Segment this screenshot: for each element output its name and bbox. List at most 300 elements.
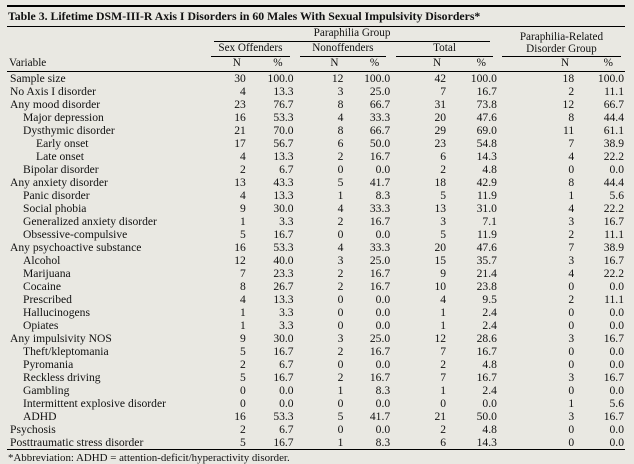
pct-value: 42.9 xyxy=(476,176,497,189)
n-value: 3 xyxy=(337,254,344,267)
pct-value: 0.0 xyxy=(609,280,624,293)
n-value: 15 xyxy=(434,254,447,267)
table-row xyxy=(7,423,625,436)
table-head xyxy=(7,27,625,72)
n-value: 7 xyxy=(440,345,447,358)
row-label: Gambling xyxy=(23,384,70,397)
table-row xyxy=(7,124,625,137)
pct-value: 100.0 xyxy=(597,72,624,85)
row-label: Any psychoactive substance xyxy=(10,241,142,254)
n-value: 8 xyxy=(568,176,575,189)
n-header-sex-offenders: N xyxy=(206,57,247,72)
row-label: Psychosis xyxy=(10,423,56,436)
pct-value: 16.7 xyxy=(476,345,497,358)
n-value: 10 xyxy=(434,280,447,293)
n-value: 0 xyxy=(440,397,447,410)
n-value: 0 xyxy=(337,306,344,319)
row-label: No Axis I disorder xyxy=(10,85,96,98)
n-value: 16 xyxy=(234,410,246,423)
n-value: 5 xyxy=(337,410,344,423)
pct-value: 16.7 xyxy=(603,371,624,384)
pct-value: 0.0 xyxy=(609,306,624,319)
n-header-total: N xyxy=(391,57,447,72)
n-value: 8 xyxy=(337,124,344,137)
nonoffenders-header xyxy=(295,42,392,57)
pct-value: 54.8 xyxy=(476,137,497,150)
table-footnote: *Abbreviation: ADHD = attention-deficit/hyperactivity disorder. xyxy=(7,449,625,464)
pct-value: 0.0 xyxy=(609,423,624,436)
n-value: 18 xyxy=(562,72,575,85)
n-value: 2 xyxy=(568,228,575,241)
table-row xyxy=(7,111,625,124)
row-label: Panic disorder xyxy=(23,189,90,202)
pct-value: 16.7 xyxy=(603,254,624,267)
pct-value: 53.3 xyxy=(273,241,294,254)
row-label: Cocaine xyxy=(23,280,61,293)
n-value: 2 xyxy=(568,85,575,98)
n-value: 5 xyxy=(337,176,344,189)
n-value: 4 xyxy=(568,150,575,163)
total-label: Total xyxy=(396,42,493,57)
n-value: 3 xyxy=(568,410,575,423)
pct-value: 53.3 xyxy=(273,111,294,124)
row-label: Early onset xyxy=(36,137,89,150)
pct-value: 22.2 xyxy=(603,150,624,163)
n-value: 21 xyxy=(434,410,447,423)
n-value: 3 xyxy=(568,254,575,267)
n-value: 9 xyxy=(240,202,246,215)
n-value: 1 xyxy=(568,397,575,410)
n-value: 2 xyxy=(337,215,344,228)
table-row xyxy=(7,306,625,319)
pct-value: 0.0 xyxy=(609,163,624,176)
table3-container xyxy=(7,5,625,464)
pct-value: 9.5 xyxy=(482,293,497,306)
pct-value: 47.6 xyxy=(476,241,497,254)
axis1-disorders-table xyxy=(7,27,625,449)
n-value: 9 xyxy=(440,267,447,280)
n-value: 4 xyxy=(240,293,246,306)
paraphilia-group-header xyxy=(206,27,498,42)
table-row xyxy=(7,280,625,293)
n-value: 0 xyxy=(568,384,575,397)
pct-value: 0.0 xyxy=(279,384,294,397)
table-row xyxy=(7,371,625,384)
table-row xyxy=(7,176,625,189)
pct-value: 70.0 xyxy=(273,124,294,137)
n-value: 8 xyxy=(337,98,344,111)
n-value: 20 xyxy=(434,111,447,124)
n-value: 1 xyxy=(337,189,344,202)
n-value: 3 xyxy=(568,332,575,345)
n-value: 30 xyxy=(234,72,246,85)
table-row xyxy=(7,215,625,228)
n-value: 4 xyxy=(337,241,344,254)
n-value: 2 xyxy=(337,267,344,280)
n-value: 2 xyxy=(240,163,246,176)
pct-value: 16.7 xyxy=(273,436,294,449)
pct-value: 25.0 xyxy=(369,254,391,267)
n-value: 4 xyxy=(337,202,344,215)
pct-value: 16.7 xyxy=(476,371,497,384)
row-label: Obsessive-compulsive xyxy=(23,228,128,241)
n-value: 4 xyxy=(337,111,344,124)
pct-value: 11.9 xyxy=(477,228,497,241)
pct-value: 16.7 xyxy=(273,345,294,358)
n-value: 12 xyxy=(331,72,344,85)
n-value: 3 xyxy=(568,371,575,384)
sex-offenders-header xyxy=(206,42,294,57)
pct-value: 3.3 xyxy=(279,306,294,319)
row-label: Marijuana xyxy=(23,267,71,280)
pct-value: 41.7 xyxy=(369,410,391,423)
pct-value: 2.4 xyxy=(482,384,497,397)
variable-column-header: Variable xyxy=(7,27,206,72)
n-value: 2 xyxy=(337,371,344,384)
table-row xyxy=(7,202,625,215)
n-value: 9 xyxy=(240,332,246,345)
pct-value: 33.3 xyxy=(369,202,391,215)
row-label: Late onset xyxy=(36,150,84,163)
pct-value: 0.0 xyxy=(482,397,497,410)
n-value: 3 xyxy=(568,215,575,228)
table-row xyxy=(7,267,625,280)
table-row xyxy=(7,345,625,358)
pct-value: 53.3 xyxy=(273,410,294,423)
n-header-prd: N xyxy=(498,57,575,72)
table-row xyxy=(7,358,625,371)
pct-value: 2.4 xyxy=(482,319,497,332)
pct-value: 2.4 xyxy=(482,306,497,319)
n-value: 7 xyxy=(440,371,447,384)
row-label: Theft/kleptomania xyxy=(23,345,109,358)
row-label: Reckless driving xyxy=(23,371,101,384)
pct-header-total: % xyxy=(447,57,498,72)
pct-value: 61.1 xyxy=(603,124,624,137)
n-value: 5 xyxy=(440,228,447,241)
table-row xyxy=(7,384,625,397)
pct-value: 5.6 xyxy=(609,397,624,410)
pct-value: 14.3 xyxy=(476,436,497,449)
table-row xyxy=(7,436,625,449)
row-label: Hallucinogens xyxy=(23,306,90,319)
n-value: 0 xyxy=(568,306,575,319)
n-value: 2 xyxy=(440,358,447,371)
pct-value: 73.8 xyxy=(476,98,497,111)
pct-value: 16.7 xyxy=(603,215,624,228)
table-title: Table 3. Lifetime DSM-III-R Axis I Disorders in 60 Males With Sexual Impulsivity Disorders* xyxy=(7,7,625,27)
total-header xyxy=(391,42,498,57)
pct-value: 66.7 xyxy=(603,98,624,111)
pct-value: 25.0 xyxy=(369,85,391,98)
table-row xyxy=(7,150,625,163)
n-value: 2 xyxy=(440,163,447,176)
n-value: 21 xyxy=(234,124,246,137)
row-label: Any anxiety disorder xyxy=(10,176,108,189)
pct-value: 16.7 xyxy=(369,150,391,163)
pct-value: 0.0 xyxy=(375,358,391,371)
pct-value: 16.7 xyxy=(476,85,497,98)
n-value: 4 xyxy=(568,202,575,215)
pct-value: 16.7 xyxy=(273,371,294,384)
pct-value: 38.9 xyxy=(603,137,624,150)
n-value: 11 xyxy=(562,124,575,137)
n-value: 3 xyxy=(337,85,344,98)
pct-value: 23.8 xyxy=(476,280,497,293)
n-value: 12 xyxy=(562,98,575,111)
pct-value: 0.0 xyxy=(375,423,391,436)
pct-value: 0.0 xyxy=(279,397,294,410)
n-value: 17 xyxy=(234,137,246,150)
n-value: 16 xyxy=(234,241,246,254)
row-label: Prescribed xyxy=(23,293,72,306)
pct-value: 50.0 xyxy=(476,410,497,423)
n-value: 18 xyxy=(434,176,447,189)
pct-value: 43.3 xyxy=(273,176,294,189)
pct-value: 0.0 xyxy=(375,228,391,241)
row-label: ADHD xyxy=(23,410,57,423)
pct-value: 100.0 xyxy=(364,72,391,85)
pct-value: 11.1 xyxy=(604,85,624,98)
pct-value: 22.2 xyxy=(603,202,624,215)
table-row xyxy=(7,137,625,150)
row-label: Social phobia xyxy=(23,202,87,215)
prd-header-line2: Disorder Group xyxy=(526,43,597,55)
n-value: 8 xyxy=(568,111,575,124)
n-value: 4 xyxy=(440,293,447,306)
table-row xyxy=(7,293,625,306)
n-value: 6 xyxy=(337,137,344,150)
pct-header-sex-offenders: % xyxy=(247,57,295,72)
pct-value: 76.7 xyxy=(273,98,294,111)
group-header-row xyxy=(7,27,625,42)
pct-value: 6.7 xyxy=(279,163,294,176)
pct-value: 16.7 xyxy=(369,371,391,384)
n-value: 5 xyxy=(240,436,246,449)
row-label: Sample size xyxy=(10,72,66,85)
pct-value: 40.0 xyxy=(273,254,294,267)
pct-value: 33.3 xyxy=(369,111,391,124)
pct-value: 44.4 xyxy=(603,111,624,124)
n-value: 8 xyxy=(240,280,246,293)
pct-value: 6.7 xyxy=(279,423,294,436)
n-value: 16 xyxy=(234,111,246,124)
pct-value: 23.3 xyxy=(273,267,294,280)
n-value: 12 xyxy=(234,254,246,267)
n-value: 2 xyxy=(240,358,246,371)
pct-value: 100.0 xyxy=(470,72,497,85)
pct-value: 0.0 xyxy=(375,319,391,332)
n-value: 7 xyxy=(440,85,447,98)
n-value: 0 xyxy=(568,436,575,449)
pct-value: 56.7 xyxy=(273,137,294,150)
pct-value: 16.7 xyxy=(603,410,624,423)
n-value: 1 xyxy=(337,384,344,397)
pct-value: 50.0 xyxy=(369,137,391,150)
pct-value: 13.3 xyxy=(273,293,294,306)
table-row xyxy=(7,228,625,241)
n-value: 5 xyxy=(440,189,447,202)
pct-value: 66.7 xyxy=(369,98,391,111)
n-value: 4 xyxy=(240,189,246,202)
table-row xyxy=(7,254,625,267)
pct-value: 8.3 xyxy=(375,384,391,397)
sex-offenders-label: Sex Offenders xyxy=(211,42,289,57)
pct-value: 0.0 xyxy=(609,436,624,449)
n-value: 20 xyxy=(434,241,447,254)
n-value: 0 xyxy=(568,280,575,293)
n-value: 1 xyxy=(568,189,575,202)
pct-value: 4.8 xyxy=(482,358,497,371)
pct-value: 0.0 xyxy=(609,358,624,371)
pct-value: 69.0 xyxy=(476,124,497,137)
n-value: 0 xyxy=(568,319,575,332)
nonoffenders-label: Nonoffenders xyxy=(300,42,387,57)
n-value: 5 xyxy=(240,371,246,384)
pct-value: 11.1 xyxy=(604,293,624,306)
n-value: 6 xyxy=(440,150,447,163)
pct-value: 26.7 xyxy=(273,280,294,293)
pct-value: 0.0 xyxy=(609,319,624,332)
pct-value: 0.0 xyxy=(609,384,624,397)
n-value: 23 xyxy=(234,98,246,111)
pct-value: 5.6 xyxy=(609,189,624,202)
row-label: Pyromania xyxy=(23,358,74,371)
n-value: 2 xyxy=(568,293,575,306)
pct-value: 16.7 xyxy=(369,267,391,280)
table-row xyxy=(7,332,625,345)
row-label: Intermittent explosive disorder xyxy=(23,397,166,410)
pct-value: 16.7 xyxy=(369,280,391,293)
pct-value: 6.7 xyxy=(279,358,294,371)
n-value: 23 xyxy=(434,137,447,150)
row-label: Opiates xyxy=(23,319,59,332)
n-value: 4 xyxy=(240,150,246,163)
n-value: 0 xyxy=(568,358,575,371)
pct-value: 16.7 xyxy=(369,345,391,358)
table-body xyxy=(7,72,625,450)
n-header-nonoffenders: N xyxy=(295,57,345,72)
prd-header-line1: Paraphilia-Related xyxy=(519,31,604,43)
n-value: 1 xyxy=(440,306,447,319)
pct-value: 13.3 xyxy=(273,85,294,98)
pct-value: 66.7 xyxy=(369,124,391,137)
row-label: Any impulsivity NOS xyxy=(10,332,112,345)
table-row xyxy=(7,98,625,111)
pct-value: 3.3 xyxy=(279,319,294,332)
pct-value: 16.7 xyxy=(603,332,624,345)
pct-header-nonoffenders: % xyxy=(344,57,391,72)
table-row xyxy=(7,397,625,410)
pct-value: 13.3 xyxy=(273,150,294,163)
row-label: Generalized anxiety disorder xyxy=(23,215,157,228)
pct-value: 4.8 xyxy=(482,163,497,176)
pct-value: 100.0 xyxy=(267,72,294,85)
pct-value: 33.3 xyxy=(369,241,391,254)
table-row xyxy=(7,163,625,176)
pct-value: 0.0 xyxy=(375,163,391,176)
n-value: 0 xyxy=(337,358,344,371)
n-value: 1 xyxy=(337,436,344,449)
n-value: 1 xyxy=(240,306,246,319)
pct-value: 47.6 xyxy=(476,111,497,124)
row-label: Bipolar disorder xyxy=(23,163,99,176)
n-value: 7 xyxy=(240,267,246,280)
n-value: 13 xyxy=(234,176,246,189)
prd-group-label xyxy=(502,30,621,57)
pct-value: 35.7 xyxy=(476,254,497,267)
table-row xyxy=(7,410,625,423)
pct-value: 7.1 xyxy=(482,215,497,228)
row-label: Posttraumatic stress disorder xyxy=(10,436,144,449)
pct-value: 14.3 xyxy=(476,150,497,163)
table-row xyxy=(7,72,625,86)
pct-value: 8.3 xyxy=(375,189,391,202)
n-value: 3 xyxy=(440,215,447,228)
n-value: 0 xyxy=(568,163,575,176)
n-value: 5 xyxy=(240,228,246,241)
n-value: 1 xyxy=(240,319,246,332)
n-value: 0 xyxy=(337,423,344,436)
n-value: 2 xyxy=(337,150,344,163)
pct-value: 8.3 xyxy=(375,436,391,449)
row-label: Any mood disorder xyxy=(10,98,101,111)
pct-value: 0.0 xyxy=(375,293,391,306)
n-value: 1 xyxy=(440,384,447,397)
n-value: 13 xyxy=(434,202,447,215)
n-value: 0 xyxy=(240,397,246,410)
row-label: Alcohol xyxy=(23,254,61,267)
n-value: 7 xyxy=(568,241,575,254)
n-value: 2 xyxy=(440,423,447,436)
prd-group-header xyxy=(498,27,625,57)
pct-value: 11.9 xyxy=(477,189,497,202)
n-value: 0 xyxy=(240,384,246,397)
table-row xyxy=(7,319,625,332)
table-row xyxy=(7,189,625,202)
n-value: 12 xyxy=(434,332,447,345)
n-value: 5 xyxy=(240,345,246,358)
n-value: 0 xyxy=(337,319,344,332)
pct-value: 16.7 xyxy=(273,228,294,241)
pct-value: 0.0 xyxy=(609,345,624,358)
n-value: 29 xyxy=(434,124,447,137)
pct-value: 0.0 xyxy=(375,397,391,410)
n-value: 0 xyxy=(337,293,344,306)
pct-header-prd: % xyxy=(575,57,625,72)
n-value: 1 xyxy=(440,319,447,332)
n-value: 0 xyxy=(337,163,344,176)
n-value: 0 xyxy=(337,397,344,410)
table-row xyxy=(7,241,625,254)
pct-value: 3.3 xyxy=(279,215,294,228)
pct-value: 21.4 xyxy=(476,267,497,280)
n-value: 42 xyxy=(434,72,447,85)
n-value: 2 xyxy=(240,423,246,436)
pct-value: 4.8 xyxy=(482,423,497,436)
pct-value: 25.0 xyxy=(369,332,391,345)
pct-value: 31.0 xyxy=(476,202,497,215)
pct-value: 22.2 xyxy=(603,267,624,280)
pct-value: 38.9 xyxy=(603,241,624,254)
n-value: 7 xyxy=(568,137,575,150)
n-value: 3 xyxy=(337,332,344,345)
pct-value: 44.4 xyxy=(603,176,624,189)
pct-value: 16.7 xyxy=(369,215,391,228)
n-value: 2 xyxy=(337,345,344,358)
pct-value: 0.0 xyxy=(375,306,391,319)
n-value: 2 xyxy=(337,280,344,293)
